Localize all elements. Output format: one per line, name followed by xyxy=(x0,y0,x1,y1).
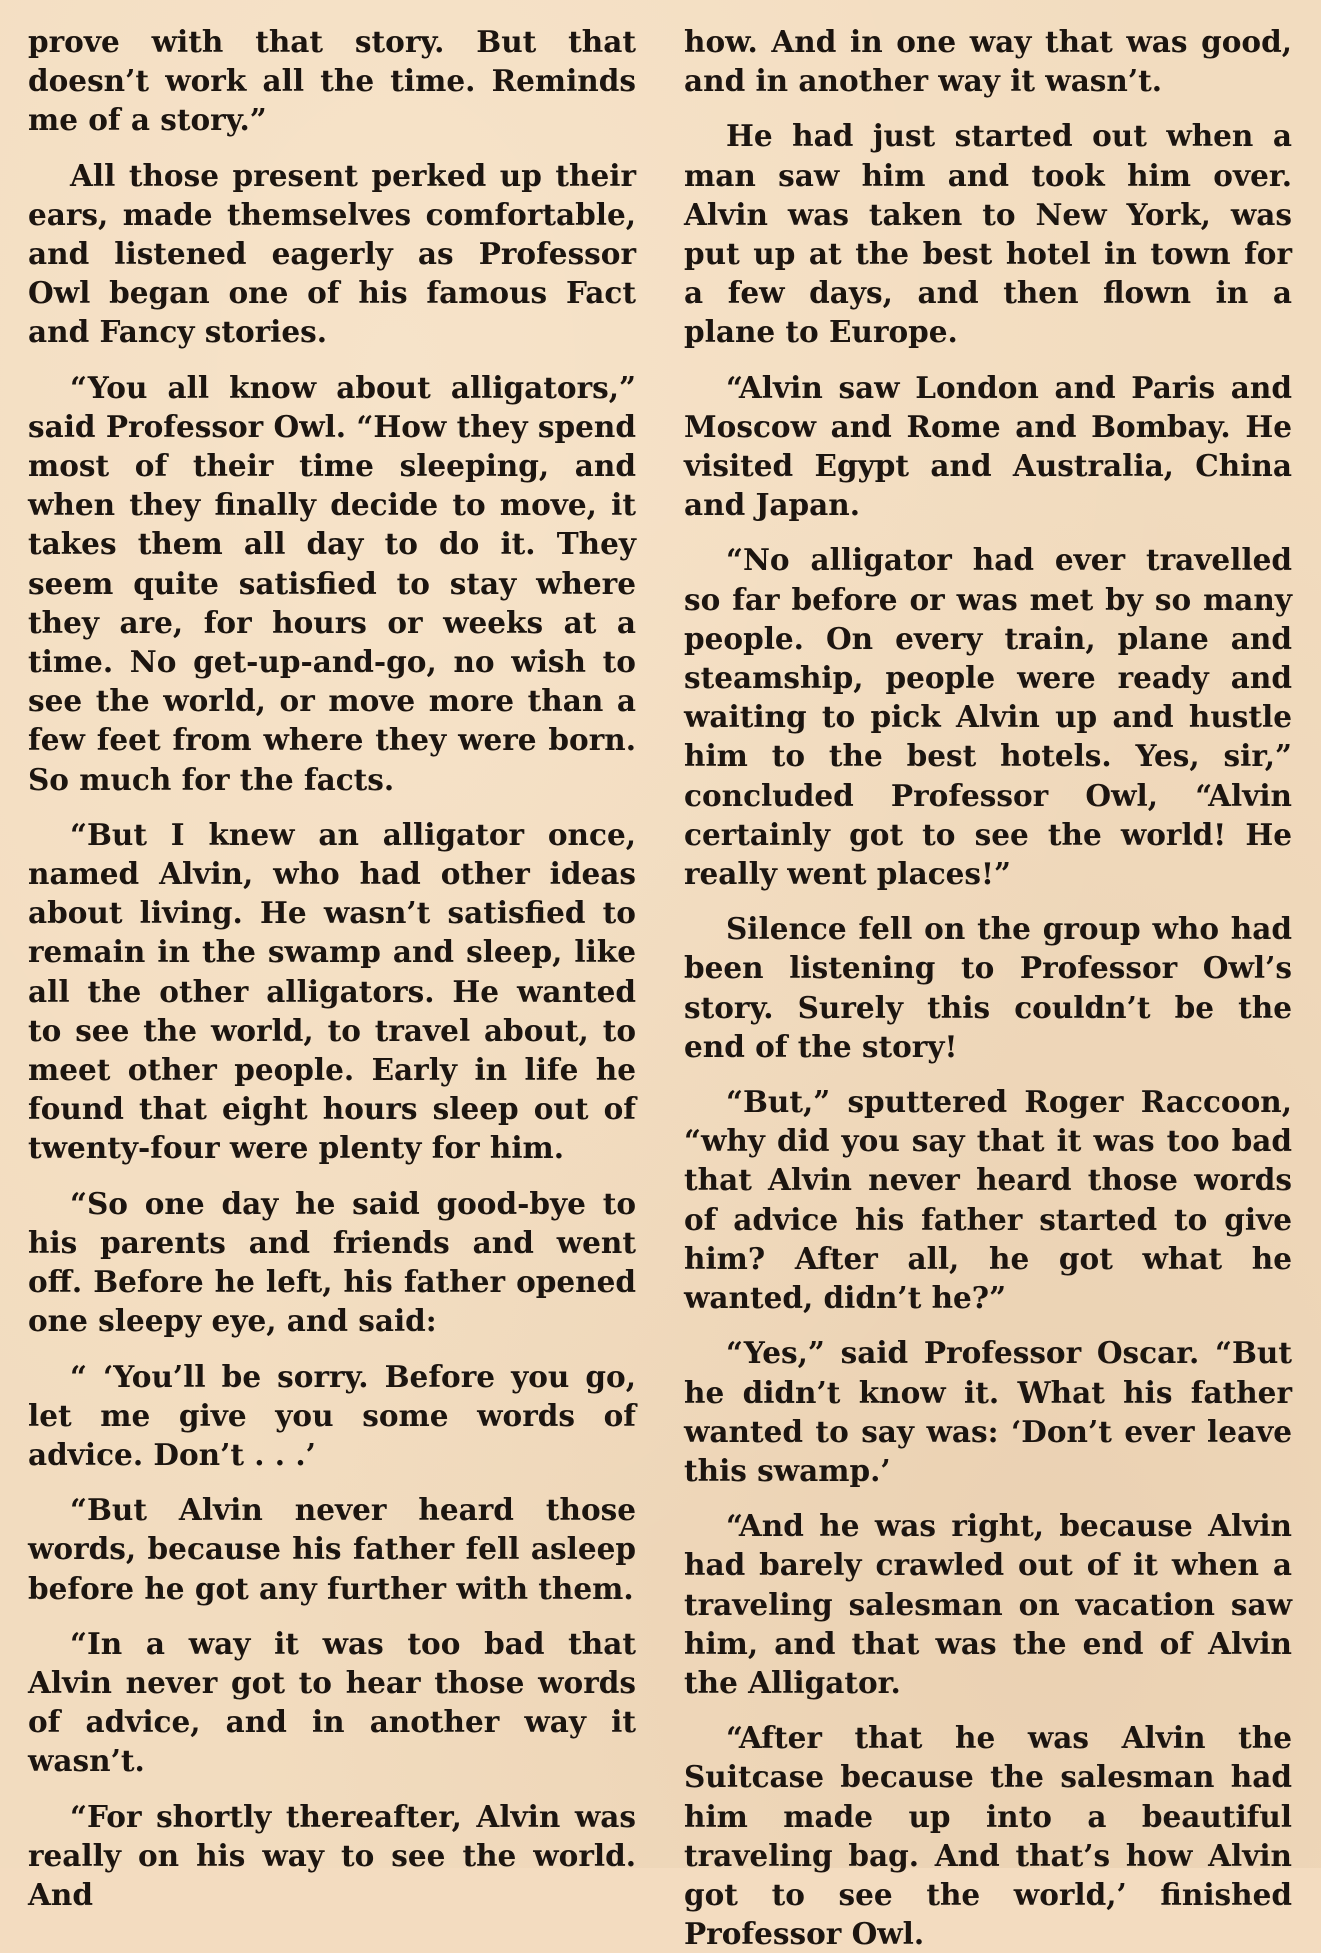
left-column xyxy=(28,22,636,1914)
paragraph: “But I knew an alligator once, named Alvin, who had other ideas about living. He wasn’t satisfied to remain in the swamp and sleep, like all the other alligators. He wanted to see the world, to travel about, to meet other people. Early in life he found that eight hours sleep out of twenty-four were plenty for him. xyxy=(28,816,636,1166)
paragraph: “You all know about alligators,” said Professor Owl. “How they spend most of their time sleeping, and when they finally decide to move, it takes them all day to do it. They seem quite satisfied to stay where they are, for hours or weeks at a time. No get-up-and-go, no wish to see the world, or move more than a few feet from where they were born. So much for the facts. xyxy=(28,369,636,797)
paragraph: how. And in one way that was good, and in another way it wasn’t. xyxy=(684,24,1292,99)
paragraph: “Alvin saw London and Paris and Moscow and Rome and Bombay. He visited Egypt and Australia, China and Japan. xyxy=(684,369,1292,523)
paragraph: “So one day he said good-bye to his parents and friends and went off. Before he left, his father opened one sleepy eye, and said: xyxy=(28,1185,636,1339)
paragraph: “Yes,” said Professor Oscar. “But he didn’t know it. What his father wanted to say was: ‘Don’t ever leave this swamp.’ xyxy=(684,1335,1292,1488)
paragraph: prove with that story. But that doesn’t work all the time. Reminds me of a story.” xyxy=(28,24,636,138)
paragraph: “But Alvin never heard those words, because his father fell asleep before he got any further with them. xyxy=(28,1492,636,1606)
paragraph: “In a way it was too bad that Alvin never got to hear those words of advice, and in another way it wasn’t. xyxy=(28,1625,636,1779)
paragraph: Silence fell on the group who had been listening to Professor Owl’s story. Surely this couldn’t be the end of the story! xyxy=(684,911,1292,1064)
paragraph: He had just started out when a man saw him and took him over. Alvin was taken to New York, was put up at the best hotel in town for a few days, and then flown in a plane to Europe. xyxy=(684,118,1292,350)
paragraph: “No alligator had ever travelled so far before or was met by so many people. On every train, plane and steamship, people were ready and waiting to pick Alvin up and hustle him to the best hotels. Yes, sir,” concluded Professor Owl, “Alvin certainly got to see the world! He really went places!” xyxy=(684,542,1292,892)
paragraph: “And he was right, because Alvin had barely crawled out of it when a traveling salesman on vacation saw him, and that was the end of Alvin the Alligator. xyxy=(684,1508,1292,1700)
paragraph: “But,” sputtered Roger Raccoon, “why did you say that it was too bad that Alvin never heard those words of advice his father started to give him? After all, he got what he wanted, didn’t he?” xyxy=(684,1084,1292,1316)
right-column xyxy=(684,22,1292,1953)
paragraph: “After that he was Alvin the Suitcase because the salesman had him made up into a beautiful traveling bag. And that’s how Alvin got to see the world,’ finished Professor Owl. xyxy=(684,1720,1292,1952)
paragraph: “ ‘You’ll be sorry. Before you go, let me give you some words of advice. Don’t . . .’ xyxy=(28,1358,636,1472)
paragraph: “For shortly thereafter, Alvin was really on his way to see the world. And xyxy=(28,1798,636,1912)
paragraph: All those present perked up their ears, made themselves comfortable, and listened eagerly as Professor Owl began one of his famous Fact and Fancy stories. xyxy=(28,157,636,350)
